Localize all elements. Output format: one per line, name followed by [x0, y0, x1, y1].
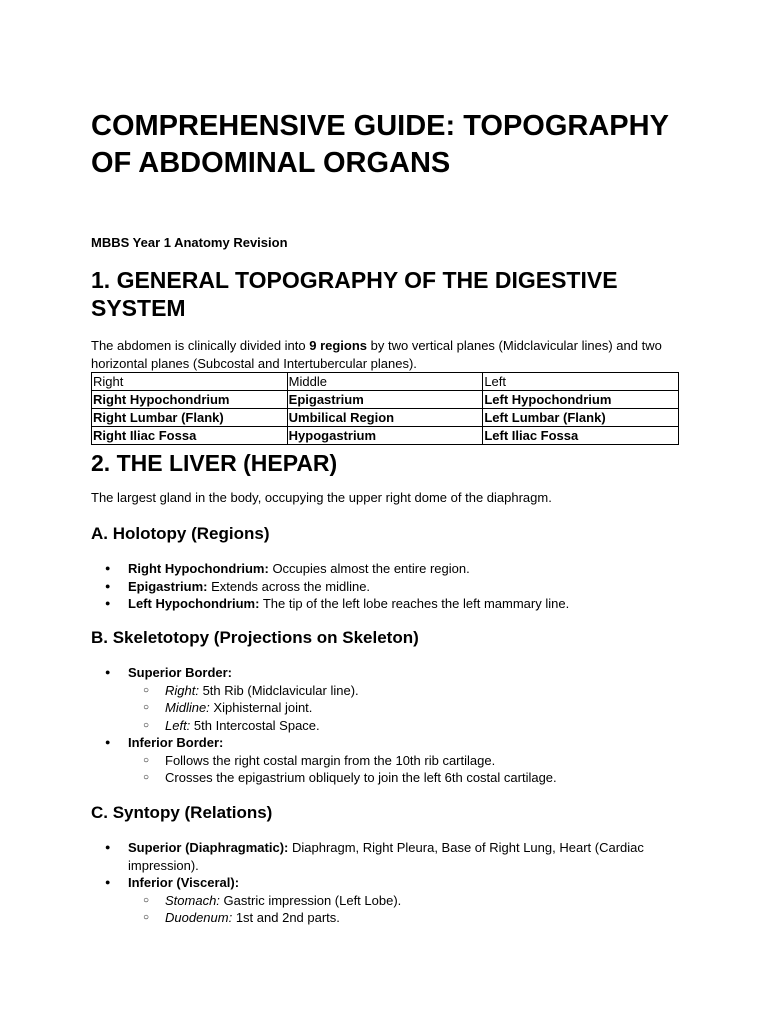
intro-text-after: by two vertical planes (Midclavicular lines) and two horizontal planes (Subcostal and Intertubercular planes).: [91, 338, 662, 371]
item-text: Xiphisternal joint.: [209, 700, 313, 715]
document-subtitle: MBBS Year 1 Anatomy Revision: [91, 235, 288, 250]
section-2-heading: 2. THE LIVER (HEPAR): [91, 450, 338, 476]
item-text: Occupies almost the entire region.: [268, 561, 470, 576]
list-item: [91, 839, 691, 874]
section-1-intro: [91, 337, 691, 373]
sublist-item: ○ Follows the right costal margin from the 10th rib cartilage.: [128, 752, 691, 770]
table-cell: Right Hypochondrium: [92, 391, 288, 409]
item-em: Midline:: [165, 700, 210, 715]
item-text: Extends across the midline.: [207, 578, 371, 594]
item-text: Diaphragm, Right Pleura, Base of Right Lung, Heart (Cardiac impression).: [128, 840, 644, 873]
item-label: Left Hypochondrium:: [128, 596, 260, 611]
intro-text-bold: 9 regions: [309, 338, 368, 353]
table-cell: Right Lumbar (Flank): [92, 409, 288, 427]
table-cell: Left Hypochondrium: [483, 391, 679, 409]
list-item: [91, 874, 691, 927]
item-text: 1st and 2nd parts.: [232, 910, 340, 925]
sublist-item: ○ Crosses the epigastrium obliquely to join the left 6th costal cartilage.: [128, 769, 691, 787]
table-cell: Epigastrium: [287, 391, 483, 409]
table-cell: Umbilical Region: [287, 409, 483, 427]
section-1-heading: 1. GENERAL TOPOGRAPHY OF THE DIGESTIVE SYSTEM: [91, 267, 618, 321]
item-label: Inferior (Visceral):: [128, 875, 240, 890]
table-row: [92, 391, 679, 409]
table-cell: Left Lumbar (Flank): [483, 409, 679, 427]
table-header-row: [92, 373, 679, 391]
item-text: 5th Rib (Midclavicular line).: [198, 682, 359, 698]
table-header-cell: Right: [92, 373, 288, 391]
sublist-item: [128, 682, 691, 700]
list-item: [91, 560, 691, 578]
skeletotopy-heading: B. Skeletotopy (Projections on Skeleton): [91, 628, 419, 647]
sublist-item: [128, 892, 691, 910]
abdominal-regions-table: [91, 372, 679, 445]
item-label: Inferior Border:: [128, 735, 224, 750]
list-item: [91, 664, 691, 734]
table-cell: Left Iliac Fossa: [483, 427, 679, 445]
intro-text-before: The abdomen is clinically divided into: [91, 338, 310, 353]
item-em: Left:: [165, 717, 191, 733]
sublist-item: [128, 699, 691, 717]
section-2-intro: The largest gland in the body, occupying the upper right dome of the diaphragm.: [91, 490, 552, 505]
item-label: Superior (Diaphragmatic):: [128, 840, 289, 855]
syntopy-heading: C. Syntopy (Relations): [91, 803, 273, 822]
table-row: [92, 427, 679, 445]
superior-border-sublist: [128, 682, 691, 735]
list-item: [91, 734, 691, 787]
item-em: Right:: [165, 682, 199, 698]
item-em: Duodenum:: [165, 910, 233, 925]
item-text: The tip of the left lobe reaches the left mammary line.: [259, 596, 570, 611]
list-item: [91, 595, 691, 613]
table-header-cell: Middle: [287, 373, 483, 391]
sublist-item: [128, 909, 691, 927]
table-row: [92, 409, 679, 427]
table-cell: Hypogastrium: [287, 427, 483, 445]
sublist-item: [128, 717, 691, 735]
item-label: Epigastrium:: [128, 578, 208, 594]
document-title: COMPREHENSIVE GUIDE: TOPOGRAPHY OF ABDOMINAL ORGANS: [91, 110, 669, 179]
item-text: Gastric impression (Left Lobe).: [219, 892, 402, 908]
skeletotopy-list: [91, 664, 691, 787]
list-item: [91, 578, 691, 596]
table-cell: Right Iliac Fossa: [92, 427, 288, 445]
item-text: 5th Intercostal Space.: [190, 717, 320, 733]
syntopy-list: [91, 839, 691, 927]
item-em: Stomach:: [165, 892, 220, 908]
holotopy-list: [91, 560, 691, 613]
table-header-cell: Left: [483, 373, 679, 391]
item-label: Right Hypochondrium:: [128, 561, 269, 576]
item-label: Superior Border:: [128, 665, 233, 680]
inferior-border-sublist: [128, 752, 691, 787]
holotopy-heading: A. Holotopy (Regions): [91, 524, 270, 543]
inferior-relations-sublist: [128, 892, 691, 927]
